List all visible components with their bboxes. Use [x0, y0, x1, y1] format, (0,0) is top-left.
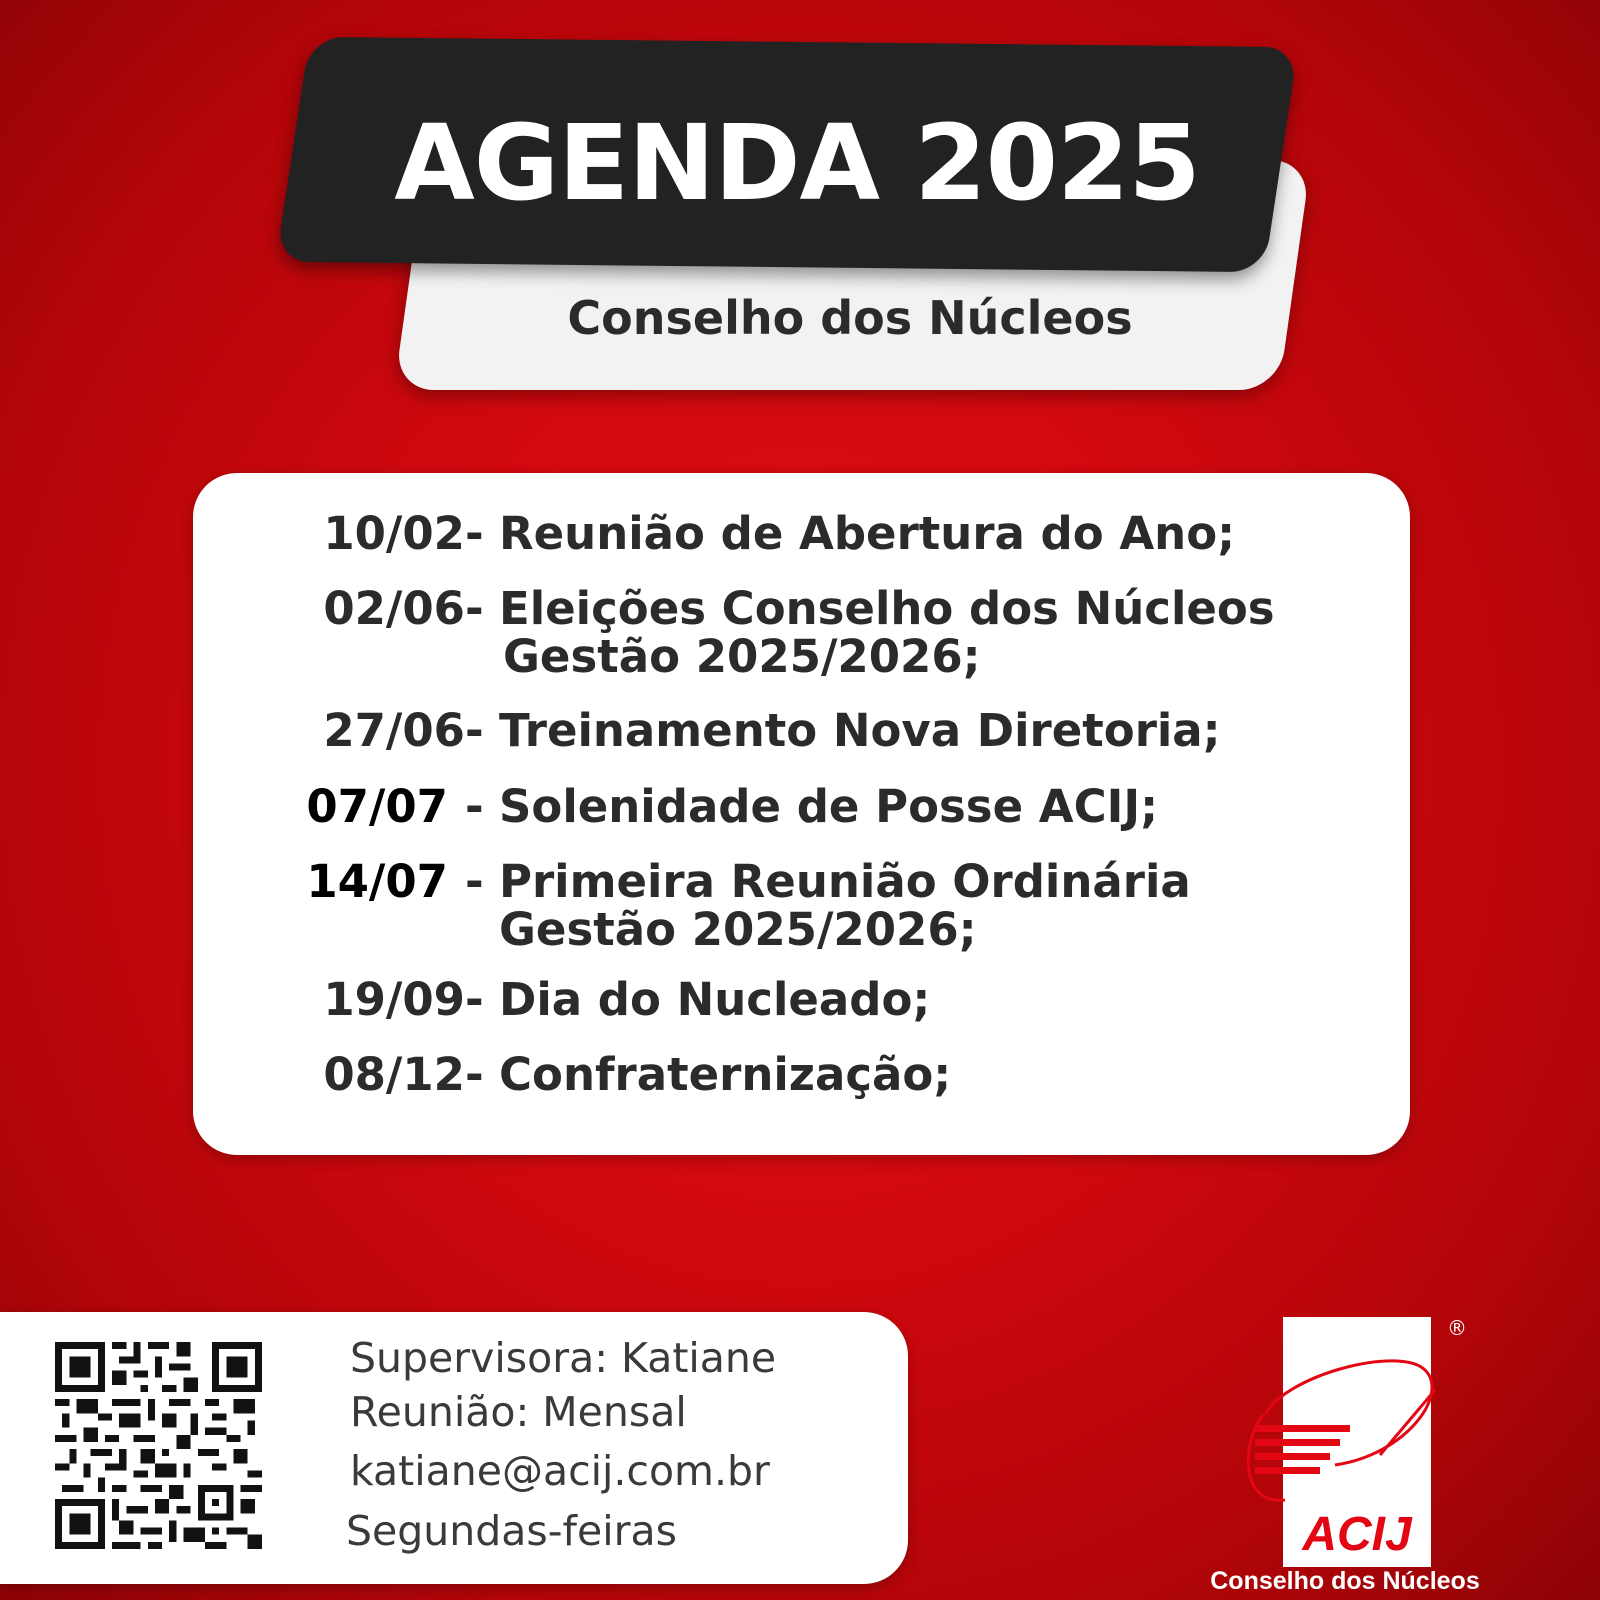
logo-text: ACIJ: [1302, 1508, 1412, 1561]
agenda-text-continued: Gestão 2025/2026;: [503, 630, 981, 683]
agenda-separator: -: [465, 1048, 484, 1101]
acij-logo: [1225, 1315, 1467, 1570]
meeting-frequency-text: Reunião: Mensal: [350, 1388, 687, 1436]
agenda-card: [193, 473, 1410, 1155]
agenda-text: Dia do Nucleado;: [499, 973, 931, 1026]
meeting-days-text: Segundas-feiras: [346, 1507, 677, 1555]
agenda-separator: -: [465, 507, 484, 560]
agenda-separator: -: [465, 973, 484, 1026]
qr-code-icon[interactable]: [55, 1342, 262, 1549]
agenda-text: Solenidade de Posse ACIJ;: [499, 780, 1159, 833]
agenda-text: Treinamento Nova Diretoria;: [499, 704, 1221, 757]
agenda-text: Primeira Reunião Ordinária: [499, 855, 1191, 908]
agenda-separator: -: [465, 855, 484, 908]
agenda-date: 07/07: [306, 780, 448, 833]
registered-mark: ®: [1447, 1316, 1467, 1340]
page-subtitle: Conselho dos Núcleos: [567, 291, 1133, 345]
agenda-text: Eleições Conselho dos Núcleos: [499, 582, 1275, 635]
agenda-text-continued: Gestão 2025/2026;: [499, 903, 977, 956]
page-title: AGENDA 2025: [394, 102, 1200, 224]
agenda-date: 10/02: [323, 507, 465, 560]
agenda-date: 19/09: [323, 973, 465, 1026]
agenda-separator: -: [465, 704, 484, 757]
agenda-date: 14/07: [306, 855, 448, 908]
supervisor-text: Supervisora: Katiane: [350, 1334, 777, 1382]
agenda-separator: -: [465, 780, 484, 833]
agenda-text: Reunião de Abertura do Ano;: [499, 507, 1236, 560]
logo-caption: Conselho dos Núcleos: [1210, 1567, 1480, 1595]
agenda-date: 08/12: [323, 1048, 465, 1101]
agenda-date: 02/06: [323, 582, 465, 635]
agenda-date: 27/06: [323, 704, 465, 757]
agenda-separator: -: [465, 582, 484, 635]
agenda-text: Confraternização;: [499, 1048, 952, 1101]
contact-email[interactable]: katiane@acij.com.br: [350, 1447, 770, 1495]
